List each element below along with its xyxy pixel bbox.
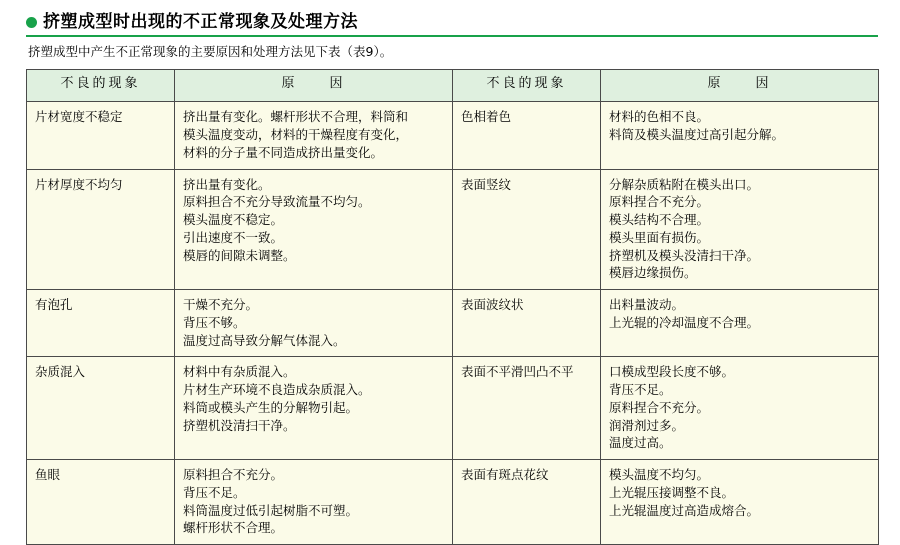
cause-line: 上光辊的冷却温度不合理。 <box>609 314 760 330</box>
cell-cause <box>601 290 879 357</box>
cell-cause <box>175 460 453 545</box>
cell-cause <box>601 357 879 460</box>
cause-line: 挤出量有变化。 <box>183 176 271 192</box>
cause-line: 上光辊压接调整不良。 <box>609 484 735 500</box>
cause-line: 挤塑机及模头没清扫干净。 <box>609 247 760 263</box>
cause-line: 模唇边缘损伤。 <box>609 265 697 281</box>
cause-line: 模头里面有损伤。 <box>609 229 710 245</box>
cause-line: 原料担合不充分导致流量不均匀。 <box>183 194 371 210</box>
cause-lines <box>183 296 444 349</box>
cell-phenomenon: 表面竖纹 <box>453 169 601 290</box>
bullet-icon <box>26 17 37 28</box>
header-phenomenon-left: 不良的现象 <box>27 70 175 102</box>
cell-phenomenon: 表面不平滑凹凸不平 <box>453 357 601 460</box>
cause-lines <box>183 466 444 537</box>
cause-line: 模头温度不均匀。 <box>609 467 710 483</box>
cause-line: 背压不足。 <box>609 382 672 398</box>
cause-line: 模唇的间隙未调整。 <box>183 247 296 263</box>
cell-cause <box>175 290 453 357</box>
cause-line: 料筒或模头产生的分解物引起。 <box>183 399 359 415</box>
cause-line: 温度过高导致分解气体混入。 <box>183 332 346 348</box>
cell-phenomenon: 有泡孔 <box>27 290 175 357</box>
cell-phenomenon: 色相着色 <box>453 102 601 169</box>
cause-line: 背压不足。 <box>183 484 246 500</box>
cause-lines <box>609 176 870 283</box>
cell-phenomenon: 表面有斑点花纹 <box>453 460 601 545</box>
header-cause-left: 原 因 <box>175 70 453 102</box>
cause-line: 背压不够。 <box>183 314 246 330</box>
cause-line: 模头结构不合理。 <box>609 212 710 228</box>
cause-line: 材料的分子量不同造成挤出量变化。 <box>183 144 384 160</box>
cause-line: 材料的色相不良。 <box>609 109 710 125</box>
table-row <box>27 357 879 460</box>
cause-line: 材料中有杂质混入。 <box>183 364 296 380</box>
cell-cause <box>175 169 453 290</box>
cause-line: 上光辊温度过高造成熔合。 <box>609 502 760 518</box>
cause-line: 润滑剂过多。 <box>609 417 685 433</box>
cell-cause <box>601 169 879 290</box>
cause-line: 片材生产环境不良造成杂质混入。 <box>183 382 371 398</box>
table-row <box>27 169 879 290</box>
cause-lines <box>609 363 870 452</box>
cause-line: 干燥不充分。 <box>183 297 259 313</box>
cause-line: 模头温度变动，材料的干燥程度有变化， <box>183 127 409 143</box>
cell-cause <box>175 357 453 460</box>
cause-lines <box>183 363 444 434</box>
cause-line: 引出速度不一致。 <box>183 229 284 245</box>
table-row <box>27 460 879 545</box>
cell-phenomenon: 片材宽度不稳定 <box>27 102 175 169</box>
cause-line: 原料担合不充分。 <box>183 467 284 483</box>
cause-lines <box>609 108 870 144</box>
cause-lines <box>183 176 444 265</box>
page-title: 挤塑成型时出现的不正常现象及处理方法 <box>43 12 358 32</box>
section-title-row <box>26 12 878 32</box>
defect-cause-table <box>26 69 879 545</box>
cause-lines <box>609 296 870 332</box>
cell-phenomenon: 表面波纹状 <box>453 290 601 357</box>
cause-line: 料筒及模头温度过高引起分解。 <box>609 127 785 143</box>
cause-line: 原料捏合不充分。 <box>609 194 710 210</box>
cell-phenomenon: 鱼眼 <box>27 460 175 545</box>
table-header-row <box>27 70 879 102</box>
cell-phenomenon: 片材厚度不均匀 <box>27 169 175 290</box>
cause-lines <box>609 466 870 519</box>
cause-line: 原料捏合不充分。 <box>609 399 710 415</box>
header-cause-right: 原 因 <box>601 70 879 102</box>
table-body <box>27 102 879 545</box>
cell-cause <box>601 460 879 545</box>
cause-line: 模头温度不稳定。 <box>183 212 284 228</box>
table-row <box>27 102 879 169</box>
cause-line: 螺杆形状不合理。 <box>183 520 284 536</box>
cause-line: 分解杂质粘附在模头出口。 <box>609 176 760 192</box>
cause-line: 口模成型段长度不够。 <box>609 364 735 380</box>
intro-paragraph: 挤塑成型中产生不正常现象的主要原因和处理方法见下表（表9）。 <box>28 44 393 60</box>
cause-line: 挤塑机没清扫干净。 <box>183 417 296 433</box>
cause-line: 料筒温度过低引起树脂不可塑。 <box>183 502 359 518</box>
cell-phenomenon: 杂质混入 <box>27 357 175 460</box>
cause-line: 挤出量有变化。螺杆形状不合理，料筒和 <box>183 109 409 125</box>
table-header <box>27 70 879 102</box>
cell-cause <box>175 102 453 169</box>
cause-line: 温度过高。 <box>609 435 672 451</box>
title-divider <box>26 35 878 37</box>
cause-lines <box>183 108 444 161</box>
header-phenomenon-right: 不良的现象 <box>453 70 601 102</box>
table-row <box>27 290 879 357</box>
cell-cause <box>601 102 879 169</box>
cause-line: 出料量波动。 <box>609 297 685 313</box>
